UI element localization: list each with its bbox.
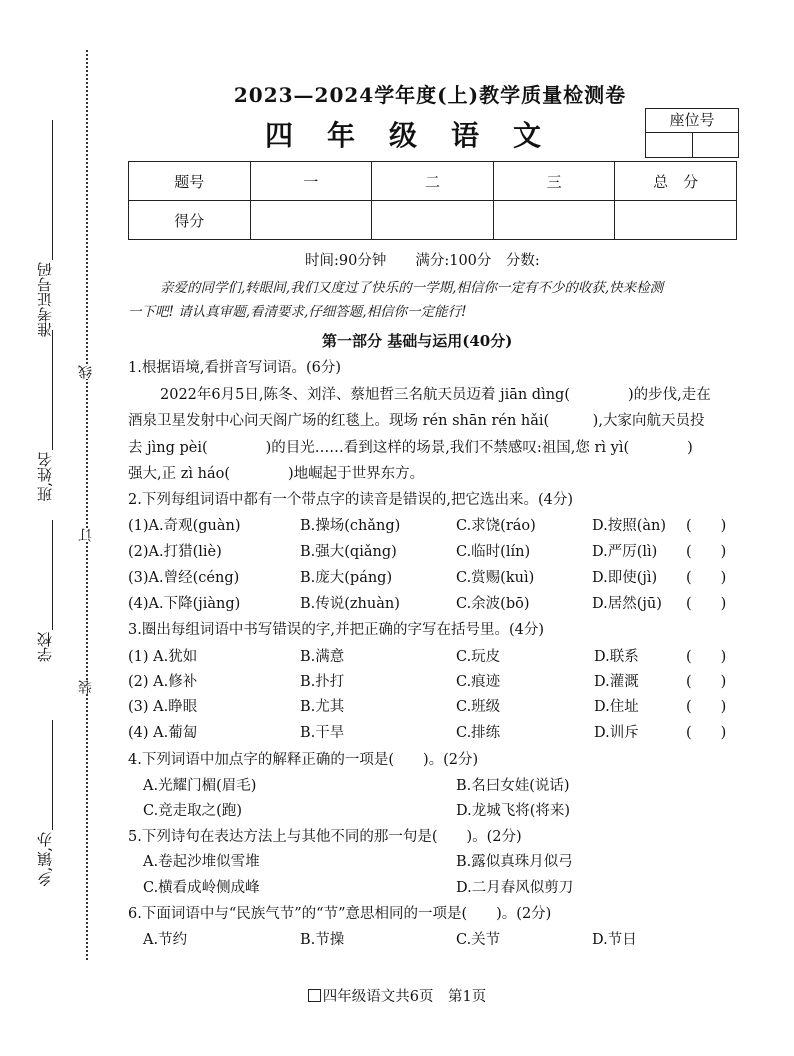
seat-number-label: 座位号 xyxy=(646,109,738,133)
q2-option: B.庞大(páng) xyxy=(300,570,393,586)
q2-stem: 2.下列每组词语中都有一个带点字的读音是错误的,把它选出来。(4分) xyxy=(128,492,573,508)
q3-option: D.住址 xyxy=(594,699,639,715)
q5-option-d: D.二月春风似剪刀 xyxy=(456,880,574,896)
q3-option: D.训斥 xyxy=(594,725,639,741)
score-cell[interactable] xyxy=(372,201,494,240)
score-header-cell: 题号 xyxy=(129,162,251,201)
exam-no-label: 准考证号码 xyxy=(36,262,54,337)
q3-option: (1) A.犹如 xyxy=(128,649,198,665)
q3-option: C.玩皮 xyxy=(456,649,501,665)
class-name-underline xyxy=(52,330,53,450)
binding-dotted-line xyxy=(86,50,88,960)
q2-option: D.即使(jì) xyxy=(592,570,658,586)
q4-option-a: A.光耀门楣(眉毛) xyxy=(143,778,257,794)
q3-option: (3) A.睁眼 xyxy=(128,699,198,715)
q5-option-b: B.露似真珠月似弓 xyxy=(456,854,573,870)
q2-answer-blank[interactable]: ( ) xyxy=(686,570,727,586)
exam-title: 2023—2024学年度(上)教学质量检测卷 xyxy=(233,83,627,107)
q2-option: (2)A.打猎(liè) xyxy=(128,544,222,560)
binding-char-line: 线 xyxy=(78,365,94,379)
q3-answer-blank[interactable]: ( ) xyxy=(686,699,727,715)
binding-char-order: 订 xyxy=(78,528,94,542)
q6-option-b: B.节操 xyxy=(300,932,345,948)
q2-option: C.求饶(ráo) xyxy=(456,518,536,534)
q3-option: D.灌溉 xyxy=(594,674,639,690)
q2-option: (4)A.下降(jiàng) xyxy=(128,596,241,612)
score-header-cell: 总 分 xyxy=(615,162,737,201)
binding-char-install: 装 xyxy=(78,680,94,694)
school-underline xyxy=(52,520,53,630)
score-header-cell: 一 xyxy=(250,162,372,201)
q2-option: D.严厉(lì) xyxy=(592,544,658,560)
q3-answer-blank[interactable]: ( ) xyxy=(686,725,727,741)
q3-option: (4) A.葡匐 xyxy=(128,725,198,741)
q3-option: B.干旱 xyxy=(300,725,345,741)
score-row-label: 得分 xyxy=(129,201,251,240)
score-table xyxy=(128,161,737,240)
q4-option-d: D.龙城飞将(将来) xyxy=(456,803,571,819)
score-cell[interactable] xyxy=(250,201,372,240)
q1-stem: 1.根据语境,看拼音写词语。(6分) xyxy=(128,360,341,376)
q3-answer-blank[interactable]: ( ) xyxy=(686,674,727,690)
q6-stem: 6.下面词语中与“民族气节”的“节”意思相同的一项是( )。(2分) xyxy=(128,906,552,922)
q6-option-a: A.节约 xyxy=(143,932,188,948)
seat-cell-1[interactable] xyxy=(646,133,693,157)
school-label: 学校 xyxy=(36,632,54,662)
q4-option-c: C.竞走取之(跑) xyxy=(143,803,243,819)
q1-text-line: 强大,正 zì háo( )地崛起于世界东方。 xyxy=(128,466,425,482)
subject-title: 四年级语文 xyxy=(264,119,575,152)
q2-option: C.临时(lín) xyxy=(456,544,531,560)
q1-text-line: 去 jìng pèi( )的目光……看到这样的场景,我们不禁感叹:祖国,您 rì yì( ) xyxy=(128,440,693,456)
q2-option: D.按照(àn) xyxy=(592,518,667,534)
q3-answer-blank[interactable]: ( ) xyxy=(686,649,727,665)
town-underline xyxy=(52,720,53,830)
q2-option: B.强大(qiǎng) xyxy=(300,544,397,560)
town-label: 乡,镇,办 xyxy=(36,832,54,887)
exam-no-underline xyxy=(52,120,53,260)
q3-option: (2) A.修补 xyxy=(128,674,198,690)
q5-option-a: A.卷起沙堆似雪堆 xyxy=(143,854,260,870)
q2-option: C.赏赐(kuì) xyxy=(456,570,535,586)
class-name-label: 班,姓名 xyxy=(36,452,54,502)
q3-option: C.班级 xyxy=(456,699,501,715)
q2-option: B.传说(zhuàn) xyxy=(300,596,400,612)
score-header-cell: 二 xyxy=(372,162,494,201)
footer-text: 四年级语文共6页 第1页 xyxy=(322,989,487,1005)
q2-answer-blank[interactable]: ( ) xyxy=(686,518,727,534)
q1-text-line: 酒泉卫星发射中心问天阁广场的红毯上。现场 rén shān rén hǎi( ),大家向航天员投 xyxy=(128,413,705,429)
q3-option: B.扑打 xyxy=(300,674,345,690)
score-cell[interactable] xyxy=(493,201,615,240)
q6-option-d: D.节日 xyxy=(592,932,637,948)
checkbox-icon xyxy=(308,989,321,1002)
q3-option: B.尤其 xyxy=(300,699,345,715)
exam-info: 时间:90分钟 满分:100分 分数: xyxy=(305,253,540,269)
q2-option: (3)A.曾经(céng) xyxy=(128,570,240,586)
q6-option-c: C.关节 xyxy=(456,932,501,948)
seat-cell-2[interactable] xyxy=(693,133,739,157)
q5-option-c: C.横看成岭侧成峰 xyxy=(143,880,260,896)
q4-stem: 4.下列词语中加点字的解释正确的一项是( )。(2分) xyxy=(128,752,479,768)
q3-option: C.痕迹 xyxy=(456,674,501,690)
q2-answer-blank[interactable]: ( ) xyxy=(686,544,727,560)
score-header-cell: 三 xyxy=(493,162,615,201)
q2-answer-blank[interactable]: ( ) xyxy=(686,596,727,612)
seat-number-box xyxy=(645,108,739,158)
q1-text-line: 2022年6月5日,陈冬、刘洋、蔡旭哲三名航天员迈着 jiān dìng( )的步伐,走在 xyxy=(160,387,711,403)
q3-option: B.满意 xyxy=(300,649,345,665)
intro-line-2: 一下吧! 请认真审题,看清要求,仔细答题,相信你一定能行! xyxy=(128,304,467,320)
q2-option: C.余波(bō) xyxy=(456,596,530,612)
q5-stem: 5.下列诗句在表达方法上与其他不同的那一句是( )。(2分) xyxy=(128,829,522,845)
q3-option: C.排练 xyxy=(456,725,501,741)
q3-stem: 3.圈出每组词语中书写错误的字,并把正确的字写在括号里。(4分) xyxy=(128,622,544,638)
score-cell[interactable] xyxy=(615,201,737,240)
q4-option-b: B.名曰女娃(说话) xyxy=(456,778,570,794)
q3-option: D.联系 xyxy=(594,649,639,665)
part1-title: 第一部分 基础与运用(40分) xyxy=(322,332,513,350)
q2-option: (1)A.奇观(guàn) xyxy=(128,518,241,534)
q2-option: B.操场(chǎng) xyxy=(300,518,401,534)
q2-option: D.居然(jū) xyxy=(592,596,662,612)
intro-line-1: 亲爱的同学们,转眼间,我们又度过了快乐的一学期,相信你一定有不少的收获,快来检测 xyxy=(160,280,664,296)
page-footer xyxy=(0,985,794,1006)
